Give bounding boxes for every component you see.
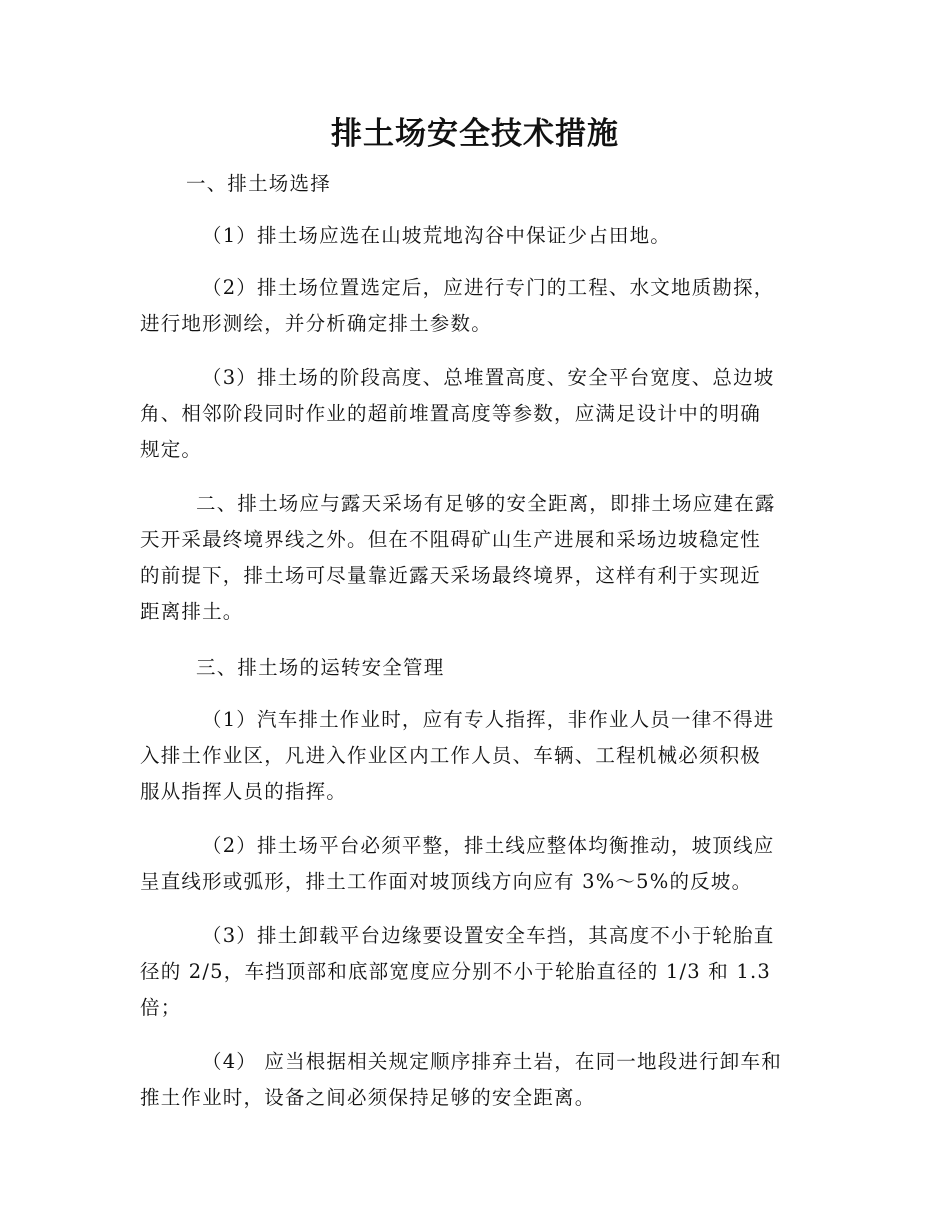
paragraph-3-1: [140, 702, 808, 810]
text-line: 距离排土。: [140, 600, 244, 623]
paragraph-1-2: [140, 270, 808, 342]
section-2-paragraph: [140, 486, 808, 630]
text-line: 倍；: [140, 996, 182, 1019]
text-line: （1）汽车排土作业时，应有专人指挥，非作业人员一律不得进: [202, 708, 775, 731]
text-line: （2）排土场位置选定后，应进行专门的工程、水文地质勘探，: [202, 276, 775, 299]
text-line: （4） 应当根据相关规定顺序排弃土岩，在同一地段进行卸车和: [202, 1050, 782, 1073]
text-line: （2）排土场平台必须平整，排土线应整体均衡推动，坡顶线应: [202, 834, 775, 857]
text-line: 一、排土场选择: [186, 172, 331, 195]
text-line: 推土作业时，设备之间必须保持足够的安全距离。: [140, 1086, 596, 1109]
document-title: 排土场安全技术措施: [331, 116, 619, 152]
text-line: 呈直线形或弧形，排土工作面对坡顶线方向应有 3%～5%的反坡。: [140, 870, 753, 893]
paragraph-3-3: [140, 918, 808, 1026]
text-line: 角、相邻阶段同时作业的超前堆置高度等参数，应满足设计中的明确: [140, 402, 762, 425]
text-line: （3）排土卸载平台边缘要设置安全车挡，其高度不小于轮胎直: [202, 924, 775, 947]
section-heading-3: [140, 650, 808, 686]
section-heading-1: [140, 166, 808, 202]
text-line: （3）排土场的阶段高度、总堆置高度、安全平台宽度、总边坡: [202, 366, 775, 389]
text-line: 规定。: [140, 438, 203, 461]
text-line: 服从指挥人员的指挥。: [140, 780, 348, 803]
text-line: 径的 2/5，车挡顶部和底部宽度应分别不小于轮胎直径的 1/3 和 1.3: [140, 960, 771, 983]
text-line: 天开采最终境界线之外。但在不阻碍矿山生产进展和采场边坡稳定性: [140, 528, 762, 551]
paragraph-3-4: [140, 1044, 808, 1116]
text-line: 的前提下，排土场可尽量靠近露天采场最终境界，这样有利于实现近: [140, 564, 762, 587]
paragraph-1-1: [140, 218, 808, 254]
paragraph-3-2: [140, 828, 808, 900]
text-line: （1）排土场应选在山坡荒地沟谷中保证少占田地。: [202, 224, 672, 247]
paragraph-1-3: [140, 360, 808, 468]
text-line: 三、排土场的运转安全管理: [196, 656, 445, 679]
text-line: 进行地形测绘，并分析确定排土参数。: [140, 312, 492, 335]
text-line: 二、排土场应与露天采场有足够的安全距离，即排土场应建在露: [196, 492, 776, 515]
text-line: 入排土作业区，凡进入作业区内工作人员、车辆、工程机械必须积极: [140, 744, 762, 767]
